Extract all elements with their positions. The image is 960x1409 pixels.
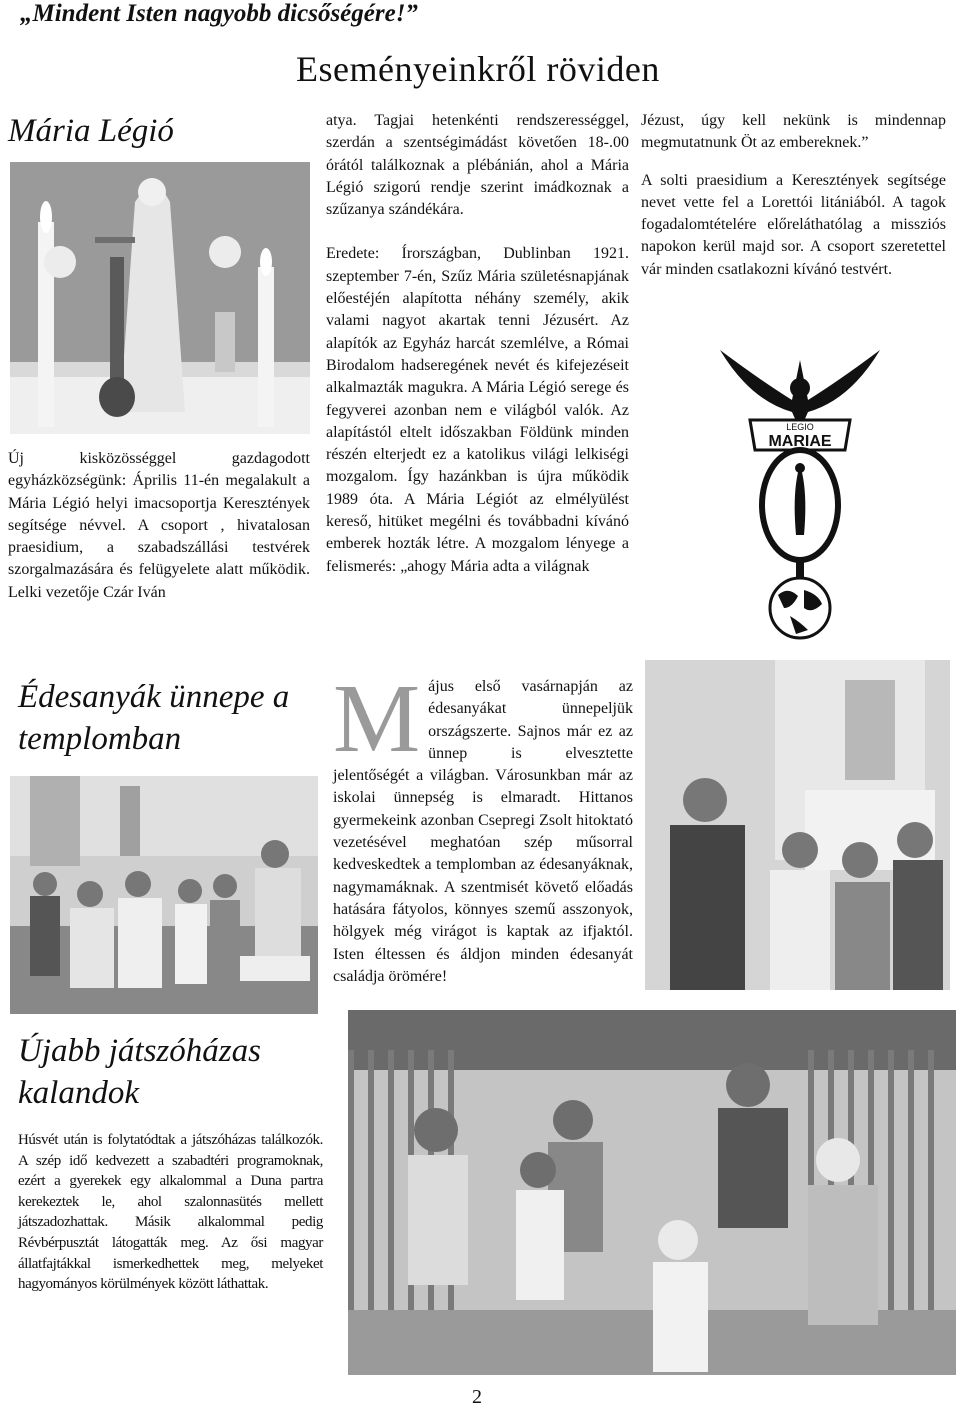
maria-legio-text-col2 (326, 110, 629, 578)
maria-legio-para1: atya. Tagjai hetenkénti rendszerességgel, szerdán a szentségimádást követően 18-.00 órától találkoznak a plébánián, ahol a Mária Légió szigorú rendje szerint imádkoznak a szűzanya szándékára. (326, 112, 629, 219)
edesanyak-title: Édesanyák ünnepe a templomban (18, 679, 290, 757)
logo-banner-top: LEGIO (786, 422, 814, 432)
section-title: Eseményeinkről röviden (296, 49, 660, 89)
playground-photo (348, 1010, 956, 1375)
maria-legio-text-col1: Új kisközösséggel gazdagodott egyházközségünk: Április 11-én megalakult a Mária Légió helyi imacsoportja Keresztények segítsége névvel. A csoport , hivatalosan praesidium, a szabadszállási testvérek szorgalmazására és felügyelete alatt működik. Lelki vezetője Czár Iván (8, 450, 310, 601)
page-number: 2 (472, 1386, 482, 1408)
statue-candles-photo (10, 162, 310, 434)
dropcap-letter: M (333, 665, 421, 773)
jatszohaz-title: Újabb játszóházas kalandok (18, 1033, 261, 1111)
maria-legio-text-col3 (641, 110, 946, 281)
maria-legio-para2: Eredete: Írországban, Dublinban 1921. szeptember 7-én, Szűz Mária születésnapjának előestéjén alapította néhány személy, akik valami nagyot akartak tenni Jézusért. Az alapítók az Egyház harcát szemlélve, a Római Birodalom hadseregének nevét és kifejezéseit alkalmazták magukra. A Mária Légió serege és fegyverei azonban nem e világból valók. Az alapítástól eltelt időszakban Földünk minden részén elterjedt ez a katolikus világi lelkiségi mozgalom. Így hazánkban is újra működik 1989 óta. A Mária Légiót az elmélyülést kereső, hitüket megélni és továbbadni kívánó emberek hozták létre. A mozgalom lényege a felismerés: „ahogy Mária adta a világnak (326, 245, 629, 575)
maria-legio-para4: A solti praesidium a Keresztények segítsége nevet vette fel a Lorettói litániából. A tagok fogadalomtételére előreláthatólag a missziós napokon kerül majd sor. A csoport szeretettel vár minden csatlakozni kívánó testvért. (641, 171, 946, 278)
church-children-photo (10, 776, 318, 1014)
maria-legio-title: Mária Légió (8, 113, 174, 149)
page-motto: „Mindent Isten nagyobb dicsőségére!” (20, 0, 418, 27)
maria-legio-para3: Jézust, úgy kell nekünk is mindennap megmutatnunk Öt az embereknek.” (641, 112, 946, 152)
altar-children-photo (645, 660, 950, 990)
edesanyak-body: ájus első vasárnapján az édesanyákat ünnepeljük országszerte. Sajnos már ez az ünnep is elvesztette jelentőségét a világban. Városunkban már az iskolai ünnepség is elmaradt. Hittanos gyermekeink azonban Csepregi Zsolt hitoktató vezetésével meghatóan szép műsorral kedveskedtek a templomban az édesanyáknak, nagymamáknak. A szentmisét követő előadás hatására fátyolos, könnyes szemű asszonyok, hölgyek még virágot is kaptak az ifjaktól. Isten éltessen és áldjon minden édesanyát családja örömére! (333, 678, 633, 985)
jatszohaz-text: Húsvét után is folytatódtak a játszóházas találkozók. A szép idő kedvezett a szabadtéri programoknak, ezért a gyerekek egy alkalommal a Duna partra kerekeztek le, ahol szalonnasütés mellett játszadozhattak. Másik alkalommal pedig Révbérpusztát látogatták meg. Az ősi magyar állatfajtákkal ismerkedhettek meg, melyeket hagyományos körülmények között láthattak. (18, 1132, 323, 1293)
edesanyak-text (333, 665, 633, 988)
logo-banner-main: MARIAE (768, 433, 832, 450)
legio-mariae-logo (700, 340, 900, 640)
